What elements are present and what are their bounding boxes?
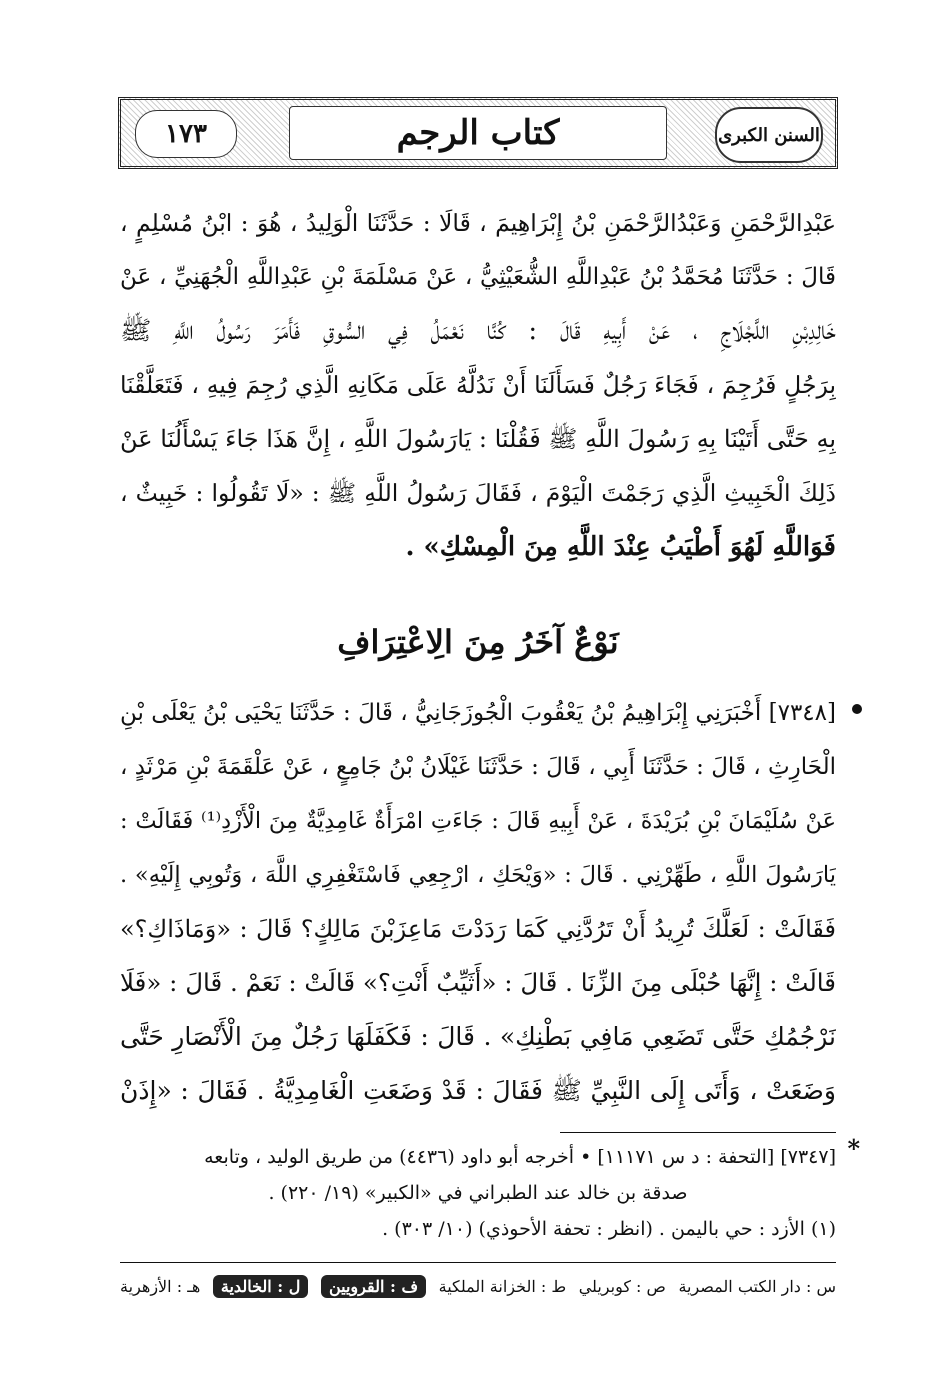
page-number: ١٧٣: [135, 110, 237, 158]
footnote-line: [٧٣٤٧] [التحفة : د س ١١١٧١] • أخرجه أبو داود (٤٤٣٦) من طريق الوليد ، وتابعه: [204, 1146, 836, 1168]
chapter-title: كتاب الرجم: [396, 113, 560, 153]
text-line: فَقَالَتْ : لَعَلَّكَ تُرِيدُ أَنْ تَرُدَّنِي كَمَا رَدَدْتَ مَاعِزَبْنَ مَالِكٍ؟ قَالَ : «وَمَاذَاكِ؟»: [120, 915, 836, 943]
legend-separator: [120, 1262, 836, 1263]
text-line: قَالَتْ : إِنَّهَا حُبْلَى مِنَ الزِّنَا . قَالَ : «أَثَيِّبٌ أَنْتِ؟» قَالَتْ : نَعَمْ . قَالَ : «فَلَا: [120, 968, 836, 997]
text-line: الْحَارِثِ ، قَالَ : حَدَّثَنَا أَبِي ، قَالَ : حَدَّثَنَا غَيْلَانُ بْنُ جَامِعٍ ، عَنْ عَلْقَمَةَ بْنِ مَرْثَدٍ ،: [120, 754, 836, 780]
legend-item: ط : الخزانة الملكية: [438, 1276, 567, 1296]
legend-item: هـ : الأزهرية: [120, 1276, 201, 1296]
text-line: عَنْ سُلَيْمَانَ بْنِ بُرَيْدَةَ ، عَنْ أَبِيهِ قَالَ : جَاءَتِ امْرَأَةٌ غَامِدِيَّةٌ مِنَ الْأَزْدِ⁽¹⁾ فَقَالَتْ :: [120, 808, 836, 834]
text-line: [٧٣٤٨] أَخْبَرَنِي إِبْرَاهِيمُ بْنُ يَعْقُوبَ الْجُوزَجَانِيُّ ، قَالَ : حَدَّثَنَا يَحْيَى بْنُ يَعْلَى بْنِ: [120, 700, 836, 726]
bullet-icon: [852, 704, 862, 714]
legend-item: ص : كوبريلي: [578, 1276, 666, 1296]
paragraph-1: [120, 196, 836, 574]
text-line: نَرْجُمُكِ حَتَّى تَضَعِي مَافِي بَطْنِكِ» . قَالَ : فَكَفَلَهَا رَجُلٌ مِنَ الْأَنْصَارِ حَتَّى: [120, 1022, 836, 1051]
text-line: بِهِ حَتَّى أَتَيْنَا بِهِ رَسُولَ اللَّهِ ﷺ فَقُلْنَا : يَارَسُولَ اللَّهِ ، إِنَّ هَذَا جَاءَ يَسْأَلُنَا عَنْ: [120, 425, 836, 453]
text-line: قَالَ : حَدَّثَنَا مُحَمَّدُ بْنُ عَبْدِاللَّهِ الشُّعَيْثِيُّ ، عَنْ مَسْلَمَةَ بْنِ عَبْدِاللَّهِ الْجُهَنِيِّ ، عَنْ: [120, 264, 836, 290]
footnote-star-icon: *: [847, 1134, 860, 1163]
chapter-title-frame: [289, 106, 667, 160]
page-header: [118, 97, 838, 169]
text-line: خَالِدِبْنِ اللَّجْلَاجِ ، عَنْ أَبِيهِ قَالَ : كُنَّا نَعْمَلُ فِي السُّوقِ فَأَمَرَ رَسُولُ اللَّهِ ﷺ: [120, 316, 836, 346]
logo-text: السنن الكبرى: [718, 124, 820, 146]
footnote-separator: [560, 1132, 836, 1133]
book-logo: [715, 107, 823, 163]
paragraph-2: [120, 686, 836, 1118]
text-line: فَوَاللَّهِ لَهُوَ أَطْيَبُ عِنْدَ اللَّهِ مِنَ الْمِسْكِ» .: [405, 532, 836, 562]
section-heading: نَوْعٌ آخَرُ مِنَ الِاعْتِرَافِ: [337, 623, 619, 661]
text-line: ذَلِكَ الْخَبِيثِ الَّذِي رَجَمْتَ الْيَوْمَ ، فَقَالَ رَسُولُ اللَّهِ ﷺ : «لَا تَقُولُوا : خَبِيثٌ ،: [120, 479, 836, 507]
text-line: عَبْدِالرَّحْمَنِ وَعَبْدُالرَّحْمَنِ بْنُ إِبْرَاهِيمَ ، قَالَا : حَدَّثَنَا الْوَلِيدُ ، هُوَ : ابْنُ مُسْلِمٍ ،: [120, 209, 836, 237]
legend-item-highlighted: ف : القرويين: [321, 1275, 426, 1298]
text-line: يَارَسُولَ اللَّهِ ، طَهِّرْنِي . قَالَ : «وَيْحَكِ ، ارْجِعِي فَاسْتَغْفِرِي اللَّهَ ، وَتُوبِي إِلَيْهِ» .: [120, 862, 836, 888]
manuscript-legend: [120, 1268, 836, 1304]
legend-item-highlighted: ل : الخالدية: [213, 1275, 309, 1298]
legend-item: س : دار الكتب المصرية: [678, 1276, 836, 1296]
footnote-line: صدقة بن خالد عند الطبراني في «الكبير» (١٩/ ٢٢٠) .: [268, 1182, 688, 1204]
text-line: بِرَجُلٍ فَرُجِمَ ، فَجَاءَ رَجُلٌ فَسَأَلَنَا أَنْ نَدُلَّهُ عَلَى مَكَانِهِ الَّذِي رُجِمَ فِيهِ ، فَتَعَلَّقْنَا: [120, 371, 836, 399]
footnote-line: (١) الأزد : حي باليمن . (انظر : تحفة الأحوذي) (١٠/ ٣٠٣) .: [382, 1218, 836, 1240]
text-line: وَضَعَتْ ، وَأَتَى إِلَى النَّبِيِّ ﷺ فَقَالَ : قَدْ وَضَعَتِ الْغَامِدِيَّةُ . فَقَالَ : «إِذَنْ: [120, 1076, 836, 1105]
